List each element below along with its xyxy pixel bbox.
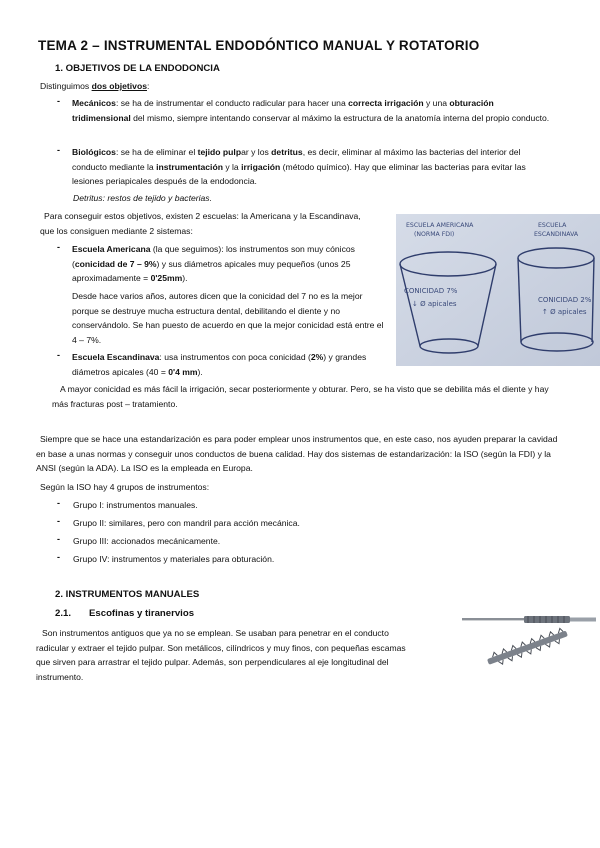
section-1-heading: 1. OBJETIVOS DE LA ENDODONCIA <box>55 63 220 74</box>
bullet-dash: - <box>57 516 60 526</box>
hand-drawn-conicity-figure <box>396 214 600 366</box>
iso-group-item: Grupo II: similares, pero con mandril para acción mecánica. <box>73 518 300 528</box>
right-sketch-subtitle: ESCANDINAVA <box>534 231 579 238</box>
iso-group-item: Grupo III: accionados mecánicamente. <box>73 536 221 546</box>
iso-group-item: Grupo IV: instrumentos y materiales para obturación. <box>73 554 275 564</box>
iso-group-item: Grupo I: instrumentos manuales. <box>73 500 198 510</box>
right-sketch-note: ↑ Ø apicales <box>542 308 587 316</box>
conicity-note: A mayor conicidad es más fácil la irrigación, secar posteriormente y obturar. Pero, se ha visto que se debilita más el diente y hay más fracturas post – tratamiento. <box>52 384 549 409</box>
bullet-dash: - <box>57 242 60 252</box>
left-sketch-note: CONICIDAD 7% <box>404 287 458 295</box>
standardization-paragraph: Siempre que se hace una estandarización es para poder emplear unos instrumentos que, en este caso, nos ayuden preparar la cavidad en base a unas normas y conseguir unos conductos de buena calidad. Hay dos sistemas de estandarización: la ISO (según la FDI) y la ANSI (según la ADA). La ISO es la empleada en Europa. <box>36 434 558 473</box>
subsection-2-1-number: 2.1. <box>55 608 72 619</box>
scandinavian-school: Escuela Escandinava: usa instrumentos con poca conicidad (2%) y grandes diámetros apicales (40 = 0'4 mm). <box>72 352 367 377</box>
files-paragraph: Son instrumentos antiguos que ya no se emplean. Se usaban para penetrar en el conducto radicular y extraer el tejido pulpar. Son metálicos, cilíndricos y muy finos, con pequeñas escamas que sirven para arrastrar el tejido pulpar. Además, son perpendiculares al eje longitudinal del instrumento. <box>36 628 406 682</box>
conicity-sketch <box>396 214 600 366</box>
american-school: Escuela Americana (la que seguimos): los instrumentos son muy cónicos (conicidad de 7 – 9%) y sus diámetros apicales muy pequeños (unos 25 aproximadamente = 0'25mm). <box>72 244 355 283</box>
bullet-dash: - <box>57 534 60 544</box>
schools-intro: Para conseguir estos objetivos, existen 2 escuelas: la Americana y la Escandinava, que los consiguen mediante 2 sistemas: <box>40 211 361 236</box>
right-sketch-title: ESCUELA <box>538 222 567 229</box>
objectives-intro: Distinguimos dos objetivos: <box>40 81 150 91</box>
subsection-2-1-title: Escofinas y tiranervios <box>89 608 195 619</box>
instrument-sketch <box>458 606 600 676</box>
section-2-heading: 2. INSTRUMENTOS MANUALES <box>55 589 200 600</box>
bullet-dash: - <box>57 552 60 562</box>
bullet-dash: - <box>57 350 60 360</box>
bullet-dash: - <box>57 96 60 106</box>
mechanical-objective: Mecánicos: se ha de instrumentar el conducto radicular para hacer una correcta irrigación y una obturación tridimensional del mismo, siempre intentando conservar al máximo la estructura de la anatomía interna del propio conducto. <box>72 98 550 123</box>
left-sketch-subtitle: (NORMA FDI) <box>414 231 455 238</box>
left-sketch-note: ↓ Ø apicales <box>412 300 457 308</box>
barbed-broach-image <box>458 606 600 676</box>
iso-intro: Según la ISO hay 4 grupos de instrumentos: <box>40 482 210 492</box>
biological-objective: Biológicos: se ha de eliminar el tejido pulpar y los detritus, es decir, eliminar al máximo las bacterias del interior del conducto mediante la instrumentación y la irrigación (método químico). Hay que eliminar las bacterias para evitar las lesiones periapicales después de la endodoncia. <box>72 147 526 186</box>
bullet-dash: - <box>57 498 60 508</box>
detritus-note: Detritus: restos de tejido y bacterias. <box>73 193 212 203</box>
american-school-note: Desde hace varios años, autores dicen que la conicidad del 7 no es la mejor porque se destruye mucha estructura dental, debilitando el diente y no conservándolo. Se han puesto de acuerdo en que la mejor conicidad está entre el 4 – 7%. <box>72 291 384 345</box>
right-sketch-note: CONICIDAD 2% <box>538 296 592 304</box>
page-title: TEMA 2 – INSTRUMENTAL ENDODÓNTICO MANUAL Y ROTATORIO <box>38 38 480 53</box>
left-sketch-title: ESCUELA AMERICANA <box>406 222 474 229</box>
bullet-dash: - <box>57 145 60 155</box>
